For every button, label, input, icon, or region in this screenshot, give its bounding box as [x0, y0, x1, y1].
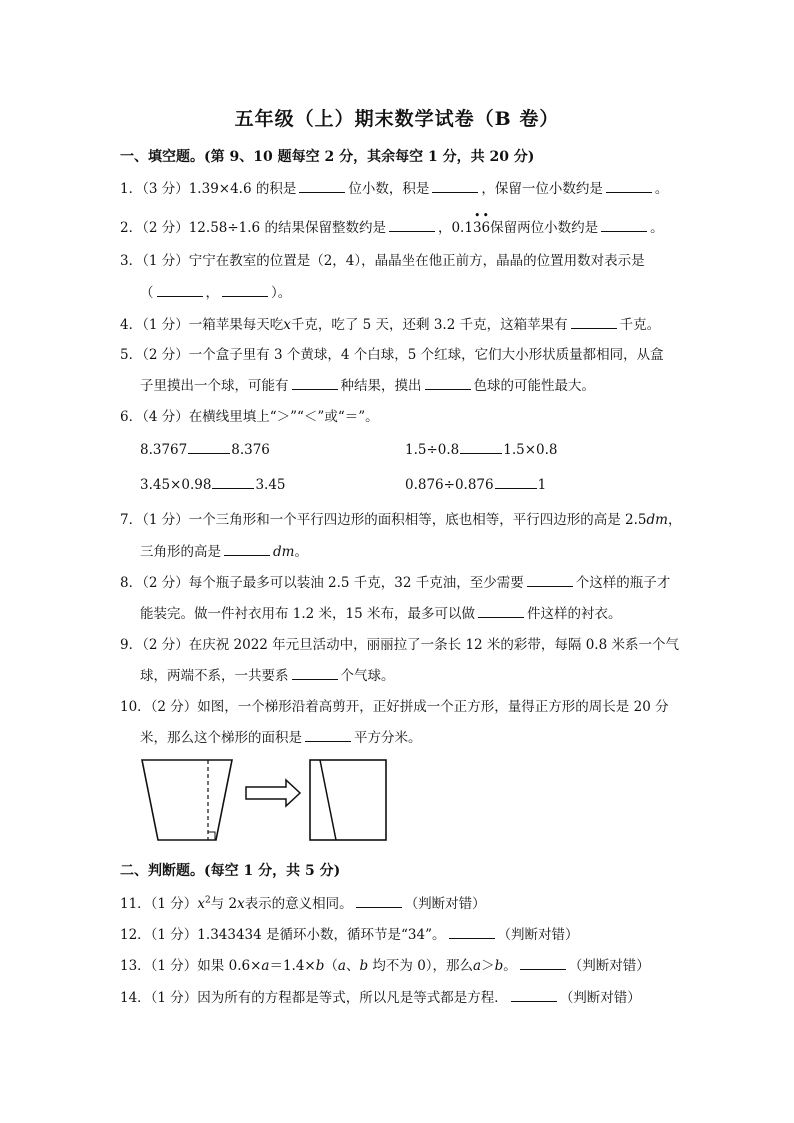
answer-blank[interactable] — [571, 315, 617, 329]
question-10: 10．（2 分）如图，一个梯形沿着高剪开，正好拼成一个正方形，量得正方形的周长是 20 分 — [120, 699, 669, 715]
repeating-digit: • 3 — [472, 209, 482, 236]
repeating-digit: • 6 — [481, 209, 491, 236]
answer-blank[interactable] — [478, 604, 524, 618]
answer-blank[interactable] — [449, 925, 495, 939]
question-9-cont: 球，两端不系，一共要系 个气球。 — [140, 668, 395, 684]
arrow-right-icon — [246, 780, 300, 806]
answer-blank[interactable] — [432, 179, 478, 193]
answer-blank[interactable] — [495, 475, 537, 489]
answer-blank[interactable] — [212, 475, 254, 489]
question-5-cont: 子里摸出一个球，可能有 种结果，摸出 色球的可能性最大。 — [140, 378, 595, 394]
question-12: 12．（1 分）1.343434 是循环小数，循环节是“34”。 （判断对错） — [120, 927, 579, 943]
trapezoid-to-square-figure — [140, 754, 400, 846]
question-3-cont: （ ， ）。 — [140, 285, 292, 301]
question-7-cont: 三角形的高是 dm。 — [140, 544, 308, 560]
question-8-cont: 能装完。做一件衬衣用布 1.2 米，15 米布，最多可以做 件这样的衬衣。 — [140, 606, 622, 622]
question-7: 7．（1 分）一个三角形和一个平行四边形的面积相等，底也相等，平行四边形的高是 2.5dm， — [120, 512, 682, 528]
compare-item-2: 1.5÷0.8 1.5×0.8 — [405, 442, 558, 458]
section-true-false-heading: 二、判断题。(每空 1 分，共 5 分) — [120, 863, 341, 879]
answer-blank[interactable] — [292, 666, 338, 680]
compare-item-4: 0.876÷0.876 1 — [405, 477, 547, 493]
answer-blank[interactable] — [224, 542, 270, 556]
answer-blank[interactable] — [389, 218, 435, 232]
answer-blank[interactable] — [305, 728, 351, 742]
question-13: 13．（1 分）如果 0.6×a＝1.4×b（a、b 均不为 0），那么a＞b。 （判断对错） — [120, 958, 650, 974]
answer-blank[interactable] — [601, 218, 647, 232]
answer-blank[interactable] — [292, 376, 338, 390]
answer-blank[interactable] — [157, 283, 203, 297]
question-2: 2．（2 分）12.58÷1.6 的结果保留整数约是 ，0.1 • 3 • 6保留两位小数约是 。 — [120, 209, 664, 236]
answer-blank[interactable] — [222, 283, 268, 297]
answer-blank[interactable] — [460, 440, 502, 454]
question-11: 11．（1 分）$x^2$与 2x表示的意义相同。 （判断对错） — [120, 895, 486, 912]
question-8: 8．（2 分）每个瓶子最多可以装油 2.5 千克，32 千克油，至少需要 个这样的瓶子才 — [120, 575, 671, 591]
exam-title: 五年级（上）期末数学试卷（B 卷） — [234, 108, 560, 130]
question-10-cont: 米，那么这个梯形的面积是 平方分米。 — [140, 730, 422, 746]
answer-blank[interactable] — [425, 376, 471, 390]
answer-blank[interactable] — [511, 988, 557, 1002]
square-shape — [310, 760, 386, 840]
answer-blank[interactable] — [356, 894, 402, 908]
answer-blank[interactable] — [527, 573, 573, 587]
section-fill-blank-heading: 一、填空题。(第 9、10 题每空 2 分，其余每空 1 分，共 20 分) — [120, 149, 535, 165]
answer-blank[interactable] — [299, 179, 345, 193]
question-4: 4．（1 分）一箱苹果每天吃x千克，吃了 5 天，还剩 3.2 千克，这箱苹果有 千克。 — [120, 317, 661, 333]
answer-blank[interactable] — [520, 956, 566, 970]
answer-blank[interactable] — [606, 179, 652, 193]
answer-blank[interactable] — [188, 440, 230, 454]
question-9: 9．（2 分）在庆祝 2022 年元旦活动中，丽丽拉了一条长 12 米的彩带，每隔 0.8 米系一个气 — [120, 637, 679, 653]
compare-item-1: 8.3767 8.376 — [140, 442, 270, 458]
trapezoid-shape — [142, 760, 232, 840]
question-3: 3．（1 分）宁宁在教室的位置是（2，4），晶晶坐在他正前方，晶晶的位置用数对表示是 — [120, 253, 645, 269]
question-1: 1．（3 分）1.39×4.6 的积是 位小数，积是 ，保留一位小数约是 。 — [120, 181, 669, 197]
question-14: 14．（1 分）因为所有的方程都是等式，所以凡是等式都是方程． （判断对错） — [120, 990, 641, 1006]
compare-item-3: 3.45×0.98 3.45 — [140, 477, 286, 493]
question-5: 5．（2 分）一个盒子里有 3 个黄球，4 个白球，5 个红球，它们大小形状质量都相同，从盒 — [120, 347, 664, 363]
question-6: 6．（4 分）在横线里填上“＞”“＜”或“＝”。 — [120, 409, 379, 425]
